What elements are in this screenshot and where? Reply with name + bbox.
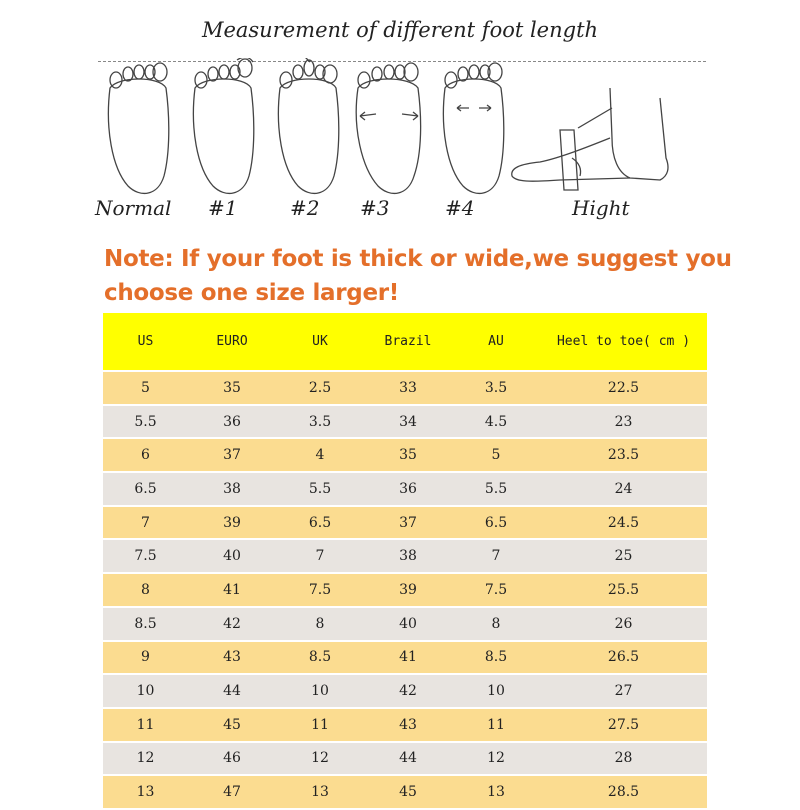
table-cell: 2.5 [276,371,364,405]
foot-2-icon [278,58,338,193]
column-header-au: AU [452,313,540,371]
table-cell: 8 [276,607,364,641]
table-cell: 27 [540,674,707,708]
table-cell: 6 [103,438,188,472]
table-cell: 27.5 [540,708,707,742]
size-rows [103,371,707,809]
foot-label-4: #4 [445,196,475,220]
table-cell: 39 [364,573,452,607]
table-cell: 35 [364,438,452,472]
table-cell: 8 [103,573,188,607]
table-cell: 43 [188,641,276,675]
table-cell: 33 [364,371,452,405]
table-row [103,674,707,708]
table-cell: 39 [188,506,276,540]
table-cell: 13 [276,775,364,809]
table-cell: 7.5 [276,573,364,607]
table-cell: 45 [188,708,276,742]
size-note: Note: If your foot is thick or wide,we suggest you choose one size larger! [104,246,732,306]
table-cell: 25 [540,539,707,573]
table-row [103,742,707,776]
table-cell: 8.5 [452,641,540,675]
table-cell: 9 [103,641,188,675]
table-cell: 12 [276,742,364,776]
table-cell: 8.5 [103,607,188,641]
table-cell: 38 [364,539,452,573]
table-cell: 3.5 [452,371,540,405]
foot-height-icon [512,88,668,190]
table-cell: 24 [540,472,707,506]
table-cell: 34 [364,405,452,439]
table-cell: 13 [452,775,540,809]
table-header-row [103,313,707,371]
table-cell: 13 [103,775,188,809]
table-cell: 22.5 [540,371,707,405]
table-row [103,708,707,742]
column-header-uk: UK [276,313,364,371]
foot-label-3: #3 [360,196,390,220]
table-cell: 23 [540,405,707,439]
table-row [103,438,707,472]
table-row [103,573,707,607]
foot-4-icon [443,63,503,193]
table-cell: 41 [364,641,452,675]
table-cell: 5.5 [103,405,188,439]
foot-label-normal: Normal [95,196,172,220]
table-cell: 8.5 [276,641,364,675]
column-header-heel-to-toe: Heel to toe( cm ) [540,313,707,371]
table-row [103,641,707,675]
table-cell: 40 [364,607,452,641]
table-cell: 5 [452,438,540,472]
table-cell: 7.5 [452,573,540,607]
table-cell: 46 [188,742,276,776]
column-header-brazil: Brazil [364,313,452,371]
foot-3-icon [356,63,420,193]
table-row [103,607,707,641]
table-cell: 4.5 [452,405,540,439]
table-cell: 11 [276,708,364,742]
table-cell: 12 [452,742,540,776]
table-cell: 3.5 [276,405,364,439]
table-row [103,506,707,540]
column-header-us: US [103,313,188,371]
table-cell: 7 [452,539,540,573]
table-row [103,775,707,809]
table-cell: 10 [452,674,540,708]
table-cell: 42 [188,607,276,641]
table-cell: 36 [364,472,452,506]
foot-label-1: #1 [208,196,238,220]
table-cell: 6.5 [452,506,540,540]
table-cell: 7 [103,506,188,540]
table-cell: 23.5 [540,438,707,472]
table-cell: 7 [276,539,364,573]
table-row [103,472,707,506]
table-cell: 43 [364,708,452,742]
table-cell: 6.5 [103,472,188,506]
foot-1-icon [193,58,253,193]
table-cell: 28 [540,742,707,776]
table-cell: 5.5 [276,472,364,506]
table-cell: 42 [364,674,452,708]
table-cell: 35 [188,371,276,405]
table-cell: 7.5 [103,539,188,573]
foot-label-hight: Hight [572,196,630,220]
table-cell: 25.5 [540,573,707,607]
table-cell: 40 [188,539,276,573]
table-row [103,539,707,573]
table-cell: 45 [364,775,452,809]
table-cell: 4 [276,438,364,472]
table-cell: 37 [188,438,276,472]
table-cell: 44 [188,674,276,708]
normal-foot-icon [108,63,168,193]
foot-label-2: #2 [290,196,320,220]
table-cell: 37 [364,506,452,540]
table-cell: 10 [103,674,188,708]
table-cell: 44 [364,742,452,776]
table-cell: 12 [103,742,188,776]
table-cell: 11 [103,708,188,742]
table-cell: 47 [188,775,276,809]
table-cell: 24.5 [540,506,707,540]
table-cell: 26 [540,607,707,641]
table-cell: 5 [103,371,188,405]
table-row [103,405,707,439]
table-cell: 36 [188,405,276,439]
table-cell: 10 [276,674,364,708]
column-header-euro: EURO [188,313,276,371]
table-cell: 11 [452,708,540,742]
table-cell: 6.5 [276,506,364,540]
table-cell: 5.5 [452,472,540,506]
table-row [103,371,707,405]
page-title: Measurement of different foot length [201,18,599,42]
table-cell: 38 [188,472,276,506]
table-cell: 8 [452,607,540,641]
size-chart-table [103,313,707,810]
table-cell: 28.5 [540,775,707,809]
table-cell: 26.5 [540,641,707,675]
table-cell: 41 [188,573,276,607]
